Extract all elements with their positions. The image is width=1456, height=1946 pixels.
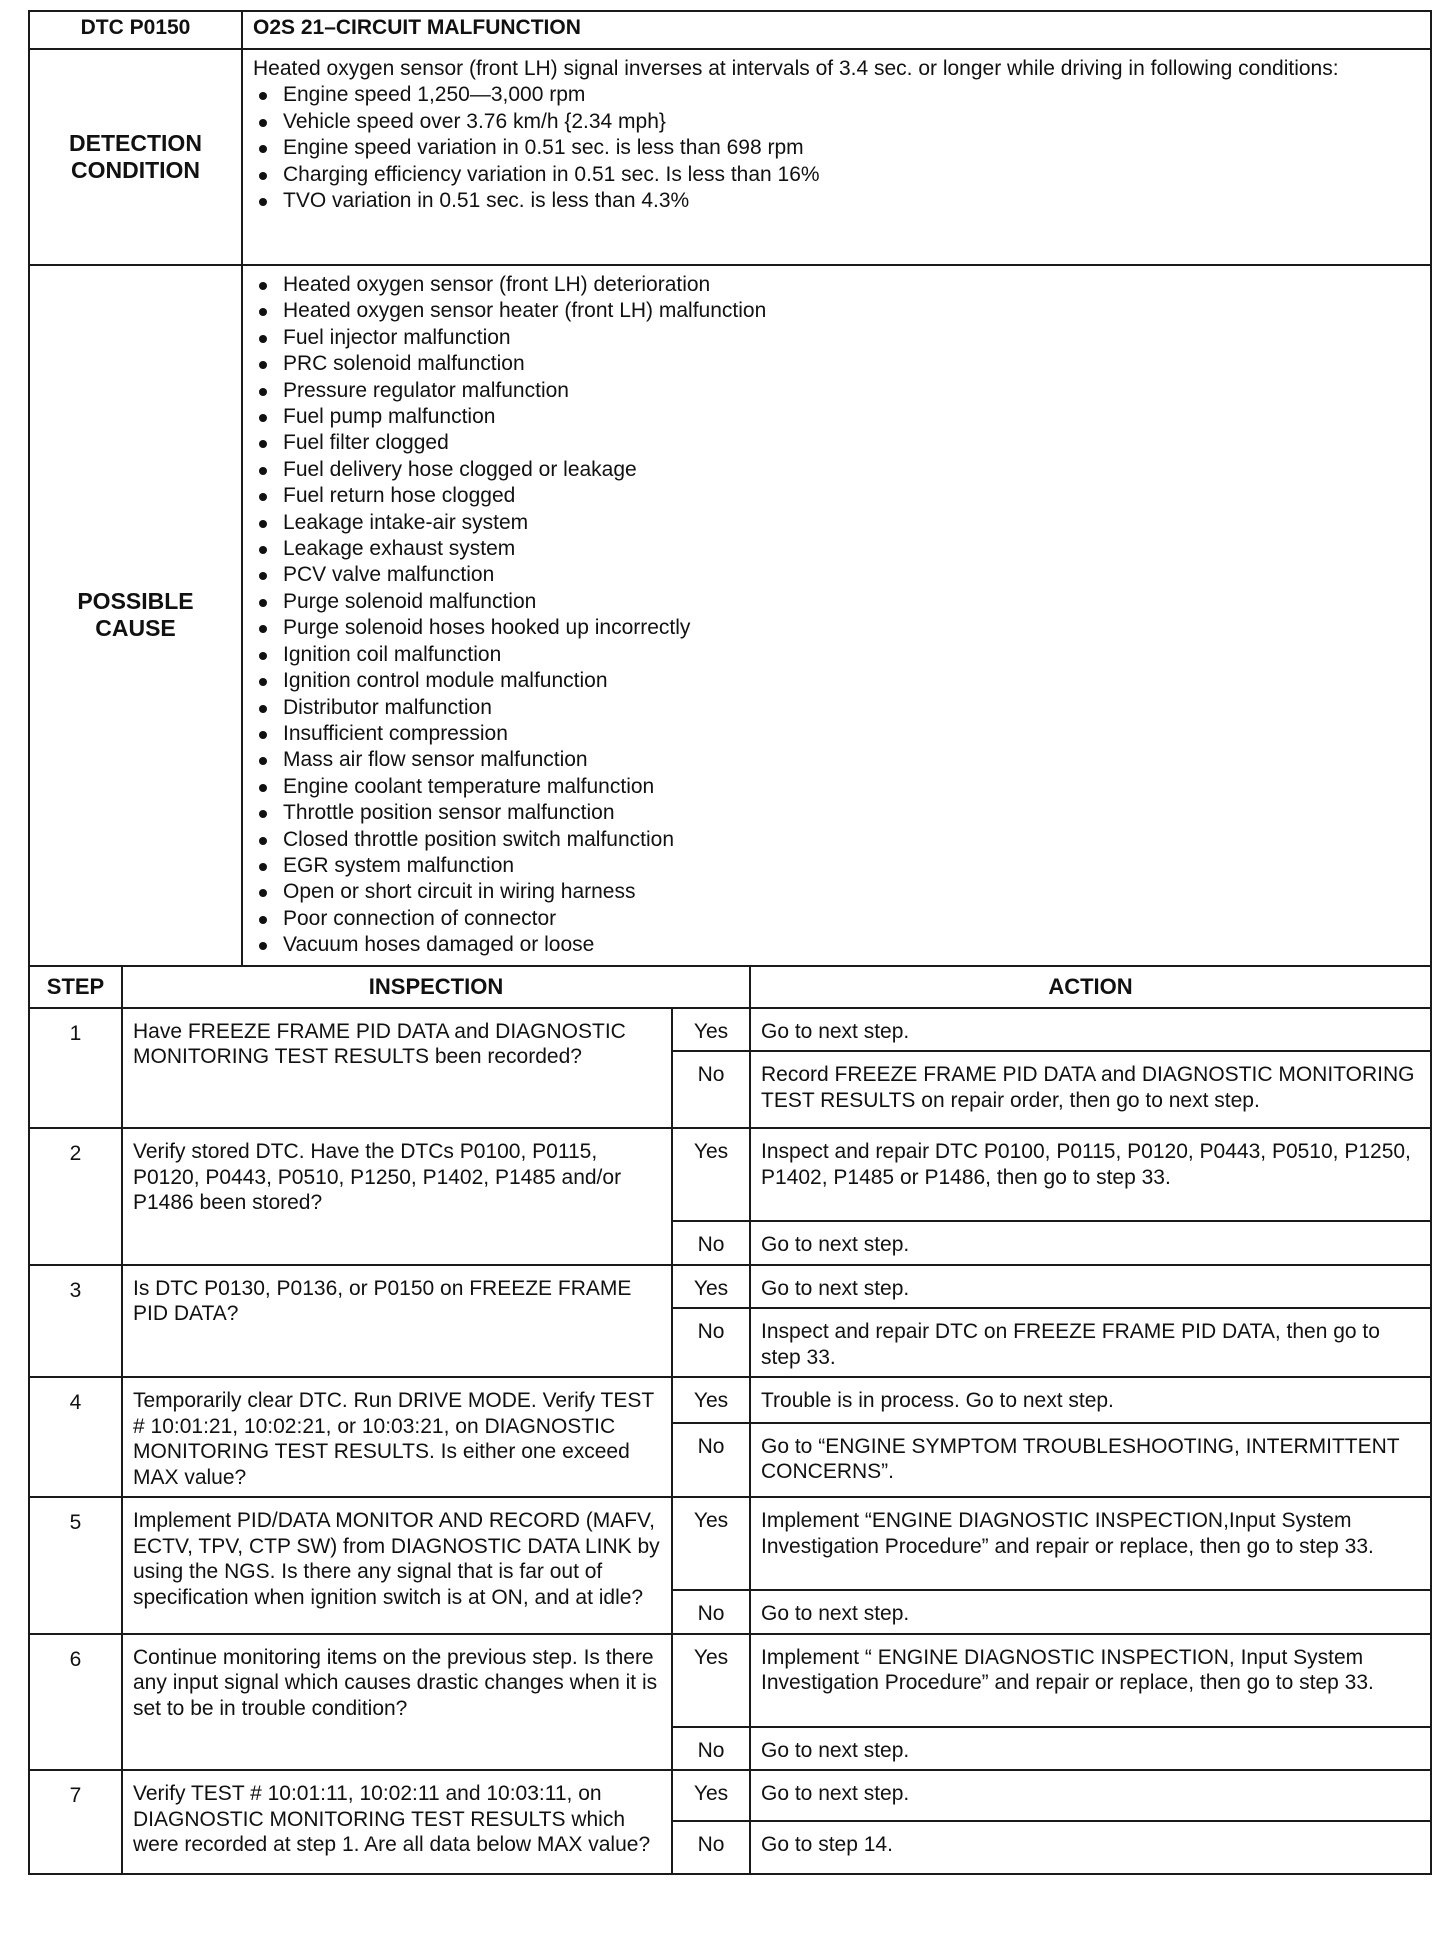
no-action: Go to “ENGINE SYMPTOM TROUBLESHOOTING, INTERMITTENT CONCERNS”. (750, 1423, 1431, 1497)
list-item: Purge solenoid malfunction (253, 589, 1420, 615)
yes-action: Go to next step. (750, 1770, 1431, 1821)
yes-label: Yes (672, 1497, 750, 1590)
table-row (29, 1770, 1431, 1821)
no-label: No (672, 1051, 750, 1128)
step-inspection: Temporarily clear DTC. Run DRIVE MODE. Verify TEST # 10:01:21, 10:02:21, or 10:03:21, on DIAGNOSTIC MONITORING TEST RESULTS. Is either one exceed MAX value? (122, 1377, 672, 1497)
yes-action: Implement “ ENGINE DIAGNOSTIC INSPECTION, Input System Investigation Procedure” and repair or replace, then go to step 33. (750, 1634, 1431, 1727)
step-inspection: Have FREEZE FRAME PID DATA and DIAGNOSTIC MONITORING TEST RESULTS been recorded? (122, 1008, 672, 1129)
list-item: Leakage intake-air system (253, 510, 1420, 536)
list-item: Vehicle speed over 3.76 km/h {2.34 mph} (253, 109, 1420, 135)
yes-label: Yes (672, 1128, 750, 1221)
no-label: No (672, 1590, 750, 1634)
list-item: Open or short circuit in wiring harness (253, 879, 1420, 905)
yes-label: Yes (672, 1008, 750, 1052)
list-item: Charging efficiency variation in 0.51 sec. Is less than 16% (253, 162, 1420, 188)
list-item: Engine speed variation in 0.51 sec. is less than 698 rpm (253, 135, 1420, 161)
no-action: Go to next step. (750, 1727, 1431, 1771)
list-item: Fuel pump malfunction (253, 404, 1420, 430)
no-label: No (672, 1423, 750, 1497)
step-inspection: Implement PID/DATA MONITOR AND RECORD (MAFV, ECTV, TPV, CTP SW) from DIAGNOSTIC DATA LINK by using the NGS. Is there any signal that is far out of specification when ignition switch is at ON, and at idle? (122, 1497, 672, 1634)
detection-condition-row (29, 49, 1431, 265)
step-inspection: Verify TEST # 10:01:11, 10:02:11 and 10:03:11, on DIAGNOSTIC MONITORING TEST RESULTS which were recorded at step 1. Are all data below MAX value? (122, 1770, 672, 1874)
detection-condition-list (253, 82, 1420, 214)
step-number: 3 (29, 1265, 122, 1378)
inspection-column-header: INSPECTION (122, 966, 750, 1008)
step-number: 1 (29, 1008, 122, 1129)
detection-intro: Heated oxygen sensor (front LH) signal inverses at intervals of 3.4 sec. or longer while driving in following conditions: (253, 57, 1339, 80)
list-item: Fuel return hose clogged (253, 483, 1420, 509)
list-item: PCV valve malfunction (253, 562, 1420, 588)
list-item: Heated oxygen sensor heater (front LH) malfunction (253, 298, 1420, 324)
yes-action: Inspect and repair DTC P0100, P0115, P0120, P0443, P0510, P1250, P1402, P1485 or P1486, then go to step 33. (750, 1128, 1431, 1221)
table-row (29, 1008, 1431, 1052)
step-number: 2 (29, 1128, 122, 1265)
list-item: Fuel filter clogged (253, 430, 1420, 456)
list-item: Ignition coil malfunction (253, 642, 1420, 668)
no-action: Go to next step. (750, 1590, 1431, 1634)
step-inspection: Verify stored DTC. Have the DTCs P0100, P0115, P0120, P0443, P0510, P1250, P1402, P1485 and/or P1486 been stored? (122, 1128, 672, 1265)
steps-header-row (29, 966, 1431, 1008)
yes-label: Yes (672, 1377, 750, 1423)
list-item: Closed throttle position switch malfunction (253, 827, 1420, 853)
table-row (29, 1128, 1431, 1221)
step-inspection: Continue monitoring items on the previous step. Is there any input signal which causes drastic changes when it is set to be in trouble condition? (122, 1634, 672, 1771)
no-action: Go to next step. (750, 1221, 1431, 1265)
step-number: 4 (29, 1377, 122, 1497)
list-item: Ignition control module malfunction (253, 668, 1420, 694)
table-row (29, 1377, 1431, 1423)
yes-action: Implement “ENGINE DIAGNOSTIC INSPECTION,Input System Investigation Procedure” and repair or replace, then go to step 33. (750, 1497, 1431, 1590)
list-item: EGR system malfunction (253, 853, 1420, 879)
list-item: TVO variation in 0.51 sec. is less than 4.3% (253, 188, 1420, 214)
detection-condition-content (242, 49, 1431, 265)
table-row (29, 1497, 1431, 1590)
list-item: Distributor malfunction (253, 695, 1420, 721)
list-item: Fuel delivery hose clogged or leakage (253, 457, 1420, 483)
list-item: Leakage exhaust system (253, 536, 1420, 562)
steps-table (28, 965, 1432, 1876)
table-row (29, 1265, 1431, 1309)
yes-action: Go to next step. (750, 1265, 1431, 1309)
list-item: Engine coolant temperature malfunction (253, 774, 1420, 800)
no-label: No (672, 1727, 750, 1771)
possible-cause-label-line2: CAUSE (95, 615, 176, 642)
list-item: Pressure regulator malfunction (253, 378, 1420, 404)
list-item: Vacuum hoses damaged or loose (253, 932, 1420, 958)
list-item: PRC solenoid malfunction (253, 351, 1420, 377)
list-item: Heated oxygen sensor (front LH) deterioration (253, 272, 1420, 298)
yes-action: Go to next step. (750, 1008, 1431, 1052)
detection-label-line1: DETECTION (69, 130, 202, 156)
no-label: No (672, 1221, 750, 1265)
step-column-header: STEP (29, 966, 122, 1008)
yes-label: Yes (672, 1634, 750, 1727)
list-item: Engine speed 1,250—3,000 rpm (253, 82, 1420, 108)
list-item: Mass air flow sensor malfunction (253, 747, 1420, 773)
action-column-header: ACTION (750, 966, 1431, 1008)
possible-cause-row (29, 265, 1431, 966)
list-item: Purge solenoid hoses hooked up incorrectly (253, 615, 1420, 641)
no-action: Record FREEZE FRAME PID DATA and DIAGNOSTIC MONITORING TEST RESULTS on repair order, then go to next step. (750, 1051, 1431, 1128)
no-label: No (672, 1821, 750, 1874)
step-number: 5 (29, 1497, 122, 1634)
yes-action: Trouble is in process. Go to next step. (750, 1377, 1431, 1423)
list-item: Fuel injector malfunction (253, 325, 1420, 351)
dtc-title: O2S 21–CIRCUIT MALFUNCTION (242, 11, 1431, 49)
step-inspection: Is DTC P0130, P0136, or P0150 on FREEZE FRAME PID DATA? (122, 1265, 672, 1378)
yes-label: Yes (672, 1770, 750, 1821)
dtc-summary-table (28, 10, 1432, 967)
step-number: 6 (29, 1634, 122, 1771)
table-row (29, 1634, 1431, 1727)
dtc-header-row (29, 11, 1431, 49)
no-action: Inspect and repair DTC on FREEZE FRAME PID DATA, then go to step 33. (750, 1308, 1431, 1377)
detection-condition-label (29, 49, 242, 265)
dtc-code: DTC P0150 (29, 11, 242, 49)
possible-cause-list (253, 272, 1420, 959)
list-item: Insufficient compression (253, 721, 1420, 747)
list-item: Poor connection of connector (253, 906, 1420, 932)
yes-label: Yes (672, 1265, 750, 1309)
list-item: Throttle position sensor malfunction (253, 800, 1420, 826)
possible-cause-label-line1: POSSIBLE (77, 588, 194, 615)
diagnostic-document (28, 10, 1430, 1875)
step-number: 7 (29, 1770, 122, 1874)
no-label: No (672, 1308, 750, 1377)
possible-cause-content (242, 265, 1431, 966)
no-action: Go to step 14. (750, 1821, 1431, 1874)
detection-label-line2: CONDITION (70, 157, 201, 183)
possible-cause-label (29, 265, 242, 966)
